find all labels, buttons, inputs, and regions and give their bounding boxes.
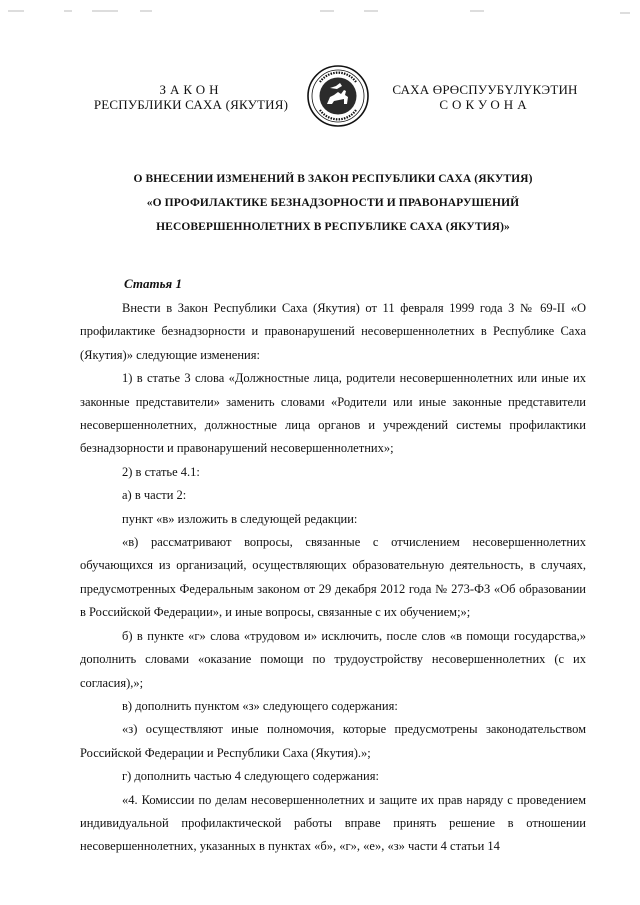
- paragraph: б) в пункте «г» слова «трудовом и» исключить, после слов «в помощи государства,» дополнить словами «оказание помощи по трудоустройству несовершеннолетних (с их согласия),»;: [80, 628, 586, 690]
- title-line1: О ВНЕСЕНИИ ИЗМЕНЕНИЙ В ЗАКОН РЕСПУБЛИКИ САХА (ЯКУТИЯ): [133, 173, 533, 185]
- paragraph: Внести в Закон Республики Саха (Якутия) от 11 февраля 1999 года З № 69-II «О профилактике безнадзорности и правонарушений несовершеннолетних в Республике Саха (Якутия)» следующие изменения:: [80, 301, 586, 362]
- paragraph: пункт «в» изложить в следующей редакции:: [122, 511, 358, 526]
- document-title: [80, 167, 586, 239]
- paragraph: в) дополнить пунктом «з» следующего содержания:: [122, 698, 398, 713]
- paragraph: а) в части 2:: [122, 488, 187, 503]
- scan-artifact-marks: [0, 4, 640, 18]
- law-header-russian: [80, 82, 302, 112]
- header-right-line1: САХА ӨРӨСПУУБҮЛҮКЭТИН: [392, 82, 578, 97]
- paragraph: «з) осуществляют иные полномочия, которые предусмотрены законодательством Российской Федерации и Республики Саха (Якутия).»;: [80, 722, 586, 760]
- law-header-yakut: [374, 82, 596, 112]
- article-heading: Статья 1: [124, 276, 182, 291]
- paragraph: г) дополнить частью 4 следующего содержания:: [122, 769, 379, 784]
- article-body: [80, 297, 586, 859]
- coat-of-arms-icon: [306, 64, 370, 128]
- paragraph: 1) в статье 3 слова «Должностные лица, родители несовершеннолетних или иные их законные представители» заменить словами «Родители или иные законные представители несовершеннолетних, должностные лица органов и учреждений системы профилактики безнадзорности и правонарушений несовершеннолетних»;: [80, 371, 586, 456]
- paragraph: «в) рассматривают вопросы, связанные с отчислением несовершеннолетних обучающихся из организаций, осуществляющих образовательную деятельность, в случаях, предусмотренных Федеральным законом от 29 декабря 2012 года № 273-ФЗ «Об образовании в Российской Федерации», и иные вопросы, связанные с их обучением;»;: [80, 535, 586, 620]
- title-line2: «О ПРОФИЛАКТИКЕ БЕЗНАДЗОРНОСТИ И ПРАВОНАРУШЕНИЙ: [146, 197, 520, 209]
- header-left-line1: ЗАКОН: [159, 82, 223, 97]
- paragraph: «4. Комиссии по делам несовершеннолетних и защите их прав наряду с проведением индивидуальной профилактической работы вправе принять решение в отношении несовершеннолетних, указанных в пунктах «б», «г», «е», «з» части 4 статьи 14: [80, 792, 586, 854]
- header-left-line2: РЕСПУБЛИКИ САХА (ЯКУТИЯ): [93, 97, 289, 112]
- header-right-line2: СОКУОНА: [439, 97, 531, 112]
- paragraph: 2) в статье 4.1:: [122, 464, 200, 479]
- title-line3: НЕСОВЕРШЕННОЛЕТНИХ В РЕСПУБЛИКЕ САХА (ЯКУТИЯ)»: [156, 221, 510, 233]
